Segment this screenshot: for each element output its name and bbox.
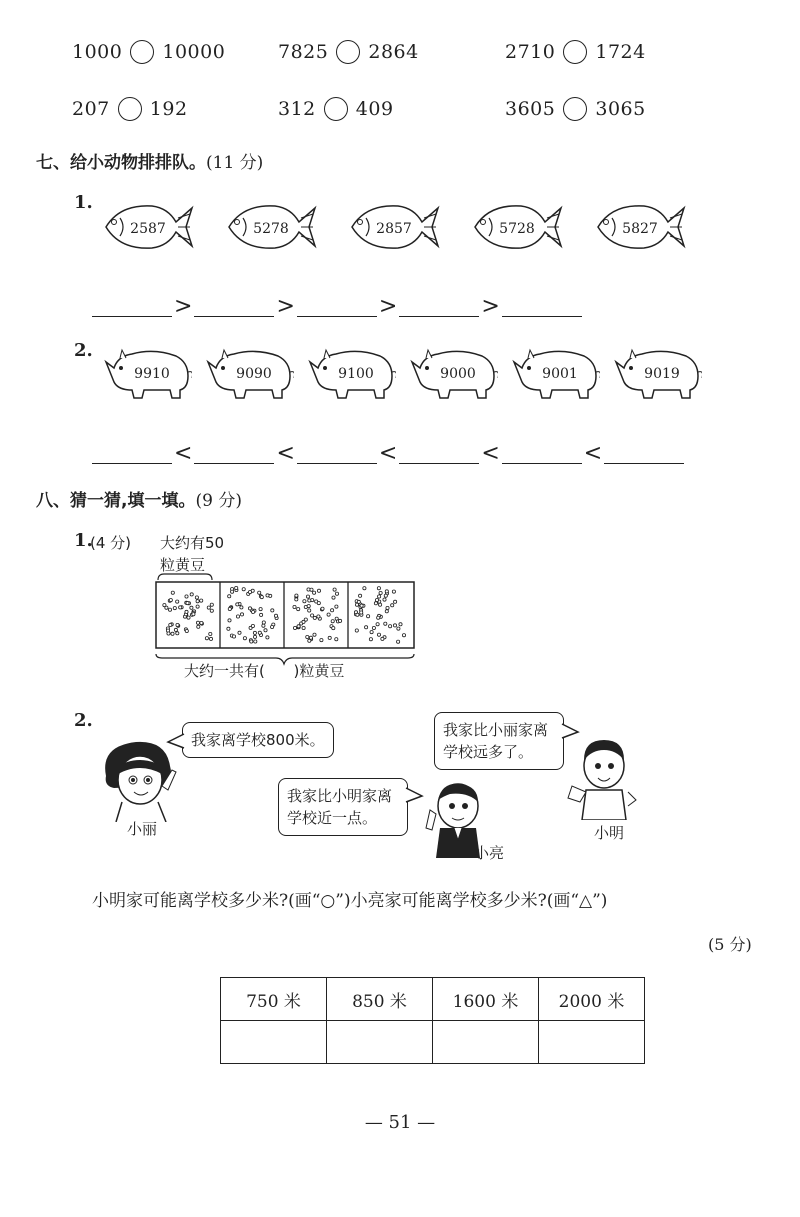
bean-dot	[332, 627, 335, 630]
bean-dot	[394, 600, 397, 603]
bean-dot	[304, 618, 307, 621]
compare-symbol: >	[378, 294, 398, 319]
compare-item	[505, 40, 646, 64]
bean-dot	[179, 606, 182, 609]
bean-dot	[332, 596, 335, 599]
bean-dot	[293, 605, 296, 608]
bean-dot	[242, 588, 245, 591]
bean-dot	[196, 605, 199, 608]
bean-dot	[307, 605, 310, 608]
compare-left: 1000	[72, 41, 123, 63]
bean-dot	[375, 599, 378, 602]
compare-right: 10000	[162, 41, 226, 63]
bean-dot	[331, 609, 334, 612]
bean-dot	[333, 588, 336, 591]
bean-dot	[185, 595, 188, 598]
bean-total-prompt: 大约一共有( )粒黄豆	[184, 662, 345, 680]
bean-dot	[365, 626, 368, 629]
fish-number: 5827	[622, 221, 658, 237]
question-number: 1.	[74, 530, 93, 551]
bean-dot	[359, 594, 362, 597]
answer-blank[interactable]	[297, 296, 377, 317]
bean-dot	[328, 636, 331, 639]
bean-dot	[236, 615, 239, 618]
table-header-cell: 2000 米	[539, 978, 645, 1021]
table-header-cell: 1600 米	[433, 978, 539, 1021]
bean-dot	[192, 613, 195, 616]
fish-4	[471, 200, 563, 254]
rhino-number: 9001	[542, 366, 578, 382]
bean-dot	[331, 620, 334, 623]
rhino-row	[104, 346, 704, 402]
rhino-2	[206, 346, 294, 402]
bean-dot	[303, 600, 306, 603]
bean-dot	[369, 638, 372, 641]
bean-dot	[262, 624, 265, 627]
question-number: 2.	[74, 340, 93, 361]
bean-dot	[274, 614, 277, 617]
fish-number: 2587	[130, 221, 166, 237]
rhino-1	[104, 346, 192, 402]
bean-dot	[235, 586, 238, 589]
answer-cell[interactable]	[221, 1021, 327, 1064]
bean-dot	[293, 626, 296, 629]
compare-circle[interactable]	[563, 40, 587, 64]
rhino-6	[614, 346, 702, 402]
bean-dot	[360, 611, 363, 614]
rhino-answer-line	[92, 443, 684, 464]
bean-dot	[308, 609, 311, 612]
bean-dot	[250, 640, 253, 643]
bean-dot	[232, 635, 235, 638]
bean-dot	[240, 606, 243, 609]
compare-symbol: >	[276, 294, 295, 319]
bean-dot	[187, 616, 190, 619]
bean-dot	[196, 621, 199, 624]
bean-dot	[200, 621, 203, 624]
compare-right: 409	[355, 98, 394, 120]
answer-blank[interactable]	[502, 296, 582, 317]
bean-dot	[176, 600, 179, 603]
rhino-number: 9090	[236, 366, 272, 382]
bean-dot	[262, 621, 265, 624]
bean-dot	[228, 619, 231, 622]
name-xiaoli: 小丽	[127, 820, 158, 838]
bean-note-line1: 大约有50	[160, 534, 225, 552]
bubble-tail	[166, 732, 186, 752]
speech-bubble-xiaoliang	[278, 778, 408, 836]
bubble-tail	[404, 786, 424, 806]
bean-dot	[397, 640, 400, 643]
compare-item	[505, 97, 646, 121]
brace-top	[158, 574, 212, 580]
bean-dot	[377, 587, 380, 590]
bean-dot	[389, 625, 392, 628]
bean-dot	[196, 600, 199, 603]
bean-dot	[236, 603, 239, 606]
bean-dot	[374, 602, 377, 605]
answer-blank[interactable]	[92, 443, 172, 464]
rhino-number: 9100	[338, 366, 374, 382]
bean-dot	[228, 607, 231, 610]
bean-dot	[317, 615, 320, 618]
distance-question: 小明家可能离学校多少米?(画“○”)小亮家可能离学校多少米?(画“△”)	[92, 891, 608, 911]
bean-dot	[306, 635, 309, 638]
fish-number: 5278	[253, 221, 289, 237]
fish-1	[102, 200, 194, 254]
bean-dot	[253, 635, 256, 638]
bean-dot	[297, 608, 300, 611]
bean-dot	[271, 609, 274, 612]
rhino-number: 9000	[440, 366, 476, 382]
question-number: 2.	[74, 710, 93, 731]
question-number: 1.	[74, 192, 93, 213]
answer-blank[interactable]	[399, 296, 479, 317]
bean-dot	[399, 623, 402, 626]
compare-right: 2864	[368, 41, 419, 63]
bean-dot	[393, 624, 396, 627]
compare-left: 312	[278, 98, 316, 120]
bean-dot	[339, 619, 342, 622]
bean-dot	[367, 615, 370, 618]
table-header-cell: 850 米	[327, 978, 433, 1021]
rhino-3	[308, 346, 396, 402]
bean-dot	[173, 607, 176, 610]
compare-symbol: <	[481, 441, 500, 466]
bean-dot	[297, 625, 300, 628]
compare-right: 192	[149, 98, 188, 120]
rhino-number: 9019	[644, 366, 680, 382]
bean-dot	[254, 640, 257, 643]
speech-bubble-xiaoming	[434, 712, 564, 770]
distance-table	[220, 977, 645, 1064]
bean-dot	[227, 627, 230, 630]
bubble-text: 我家比小丽家离学校远多了。	[443, 721, 549, 761]
bean-dot	[295, 594, 298, 597]
bean-dot	[168, 608, 171, 611]
compare-item	[278, 40, 419, 64]
compare-symbol: <	[583, 441, 603, 466]
bean-dot	[190, 606, 193, 609]
compare-right: 3065	[595, 98, 646, 120]
speech-bubble-xiaoli	[182, 722, 334, 758]
compare-symbol: <	[174, 441, 193, 466]
bean-dot	[308, 599, 311, 602]
bean-dot	[260, 596, 263, 599]
bean-dot	[186, 602, 189, 605]
bean-dot	[385, 590, 388, 593]
bean-dot	[372, 626, 375, 629]
bean-dot	[231, 590, 234, 593]
bean-dot	[210, 609, 213, 612]
bean-dot	[302, 626, 305, 629]
bean-dot	[311, 614, 314, 617]
compare-symbol: >	[174, 294, 193, 319]
compare-circle[interactable]	[130, 40, 154, 64]
bean-dot	[264, 629, 267, 632]
answer-cell[interactable]	[539, 1021, 645, 1064]
bean-dot	[167, 632, 170, 635]
bean-dot	[321, 607, 324, 610]
bean-dot	[171, 632, 174, 635]
bean-dot	[385, 610, 388, 613]
bean-dot	[313, 591, 316, 594]
bean-dot	[243, 637, 246, 640]
section-7-title: 七、给小动物排排队。	[36, 153, 206, 173]
bean-dot	[248, 607, 251, 610]
bean-dot	[308, 639, 311, 642]
table-answer-row	[221, 1021, 645, 1064]
bean-dot	[174, 628, 177, 631]
bean-dot	[391, 604, 394, 607]
bean-dot	[209, 637, 212, 640]
bean-dot	[363, 587, 366, 590]
question-points: (4 分)	[90, 534, 132, 552]
xiaoming-figure	[566, 736, 638, 820]
bean-dot	[252, 610, 255, 613]
bean-dot	[386, 606, 389, 609]
compare-item	[72, 97, 188, 121]
bean-dot	[253, 631, 256, 634]
bean-dot	[378, 595, 381, 598]
fish-5	[594, 200, 686, 254]
bean-dot	[381, 637, 384, 640]
compare-left: 2710	[505, 41, 556, 63]
section-7-points: (11 分)	[206, 153, 264, 173]
bean-dot	[357, 600, 360, 603]
bean-dot	[377, 633, 380, 636]
answer-blank[interactable]	[399, 443, 479, 464]
bean-dot	[259, 608, 262, 611]
bean-dot	[266, 594, 269, 597]
bean-dot	[169, 623, 172, 626]
bean-dot	[320, 639, 323, 642]
answer-cell[interactable]	[433, 1021, 539, 1064]
bean-dot	[356, 613, 359, 616]
bean-dot	[376, 623, 379, 626]
rhino-5	[512, 346, 600, 402]
bean-dot	[295, 598, 298, 601]
compare-circle[interactable]	[118, 97, 142, 121]
bean-dot	[163, 604, 166, 607]
bean-dot	[370, 631, 373, 634]
bean-dot	[402, 634, 405, 637]
bean-dot	[306, 595, 309, 598]
bean-dot	[238, 631, 241, 634]
bean-dot	[383, 598, 386, 601]
bean-dot	[313, 633, 316, 636]
bean-dot	[379, 591, 382, 594]
answer-cell[interactable]	[327, 1021, 433, 1064]
compare-left: 3605	[505, 98, 556, 120]
rhino-4	[410, 346, 498, 402]
answer-blank[interactable]	[502, 443, 582, 464]
fish-answer-line	[92, 296, 582, 317]
compare-left: 7825	[278, 41, 329, 63]
bean-dot	[185, 629, 188, 632]
bubble-text: 我家比小明家离学校近一点。	[287, 787, 393, 827]
bean-dot	[327, 613, 330, 616]
compare-right: 1724	[595, 41, 646, 63]
compare-item	[278, 97, 394, 121]
bean-dot	[271, 625, 274, 628]
fish-number: 2857	[376, 221, 412, 237]
bean-dot	[335, 592, 338, 595]
compare-symbol: >	[481, 294, 500, 319]
compare-circle[interactable]	[324, 97, 348, 121]
bean-dot	[205, 637, 208, 640]
compare-symbol: <	[276, 441, 295, 466]
section-8-heading	[36, 486, 242, 511]
bean-dot	[360, 604, 363, 607]
bean-dot	[207, 606, 210, 609]
bean-note-line2: 粒黄豆	[160, 556, 206, 574]
bean-dot	[258, 631, 261, 634]
fish-2	[225, 200, 317, 254]
bean-dot	[185, 610, 188, 613]
section-7-heading	[36, 148, 263, 173]
answer-blank[interactable]	[604, 443, 684, 464]
bean-dot	[317, 589, 320, 592]
fish-row	[102, 200, 702, 256]
name-xiaoliang: 小亮	[474, 844, 505, 862]
section-8-points: (9 分)	[195, 491, 242, 511]
bean-dot	[335, 638, 338, 641]
bean-dot	[240, 613, 243, 616]
answer-blank[interactable]	[194, 296, 274, 317]
fish-number: 5728	[499, 221, 535, 237]
bean-dot	[169, 599, 172, 602]
bean-dot	[197, 625, 200, 628]
bean-dot	[195, 596, 198, 599]
bean-dot	[190, 593, 193, 596]
bean-dot	[355, 629, 358, 632]
bean-dot	[176, 632, 179, 635]
bean-dot	[171, 591, 174, 594]
bean-dot	[258, 591, 261, 594]
compare-circle[interactable]	[336, 40, 360, 64]
bean-dot	[209, 632, 212, 635]
bean-dot	[266, 636, 269, 639]
bean-dot	[210, 603, 213, 606]
compare-left: 207	[72, 98, 110, 120]
compare-item	[72, 40, 225, 64]
bean-dot	[176, 623, 179, 626]
compare-circle[interactable]	[563, 97, 587, 121]
bean-dot	[228, 595, 231, 598]
bean-dot	[377, 616, 380, 619]
bean-dot	[200, 599, 203, 602]
bean-dot	[384, 594, 387, 597]
bean-dot	[384, 622, 387, 625]
rhino-number: 9910	[134, 366, 170, 382]
table-header-row	[221, 978, 645, 1021]
name-xiaoming: 小明	[594, 824, 625, 842]
answer-blank[interactable]	[194, 443, 274, 464]
bean-dot	[392, 590, 395, 593]
bean-dot	[317, 602, 320, 605]
answer-blank[interactable]	[92, 296, 172, 317]
section-8-title: 八、猜一猜,填一填。	[36, 491, 196, 511]
bean-dot	[260, 613, 263, 616]
bubble-text: 我家离学校800米。	[191, 731, 325, 749]
table-header-cell: 750 米	[221, 978, 327, 1021]
fish-3	[348, 200, 440, 254]
bean-dot	[310, 588, 313, 591]
answer-blank[interactable]	[297, 443, 377, 464]
bean-dot	[248, 591, 251, 594]
bean-dot	[335, 605, 338, 608]
bean-dot	[313, 616, 316, 619]
bean-dot	[251, 624, 254, 627]
question-points: (5 分)	[708, 935, 752, 954]
compare-symbol: <	[378, 441, 398, 466]
page-number: — 51 —	[364, 1112, 436, 1133]
bean-dot	[397, 627, 400, 630]
